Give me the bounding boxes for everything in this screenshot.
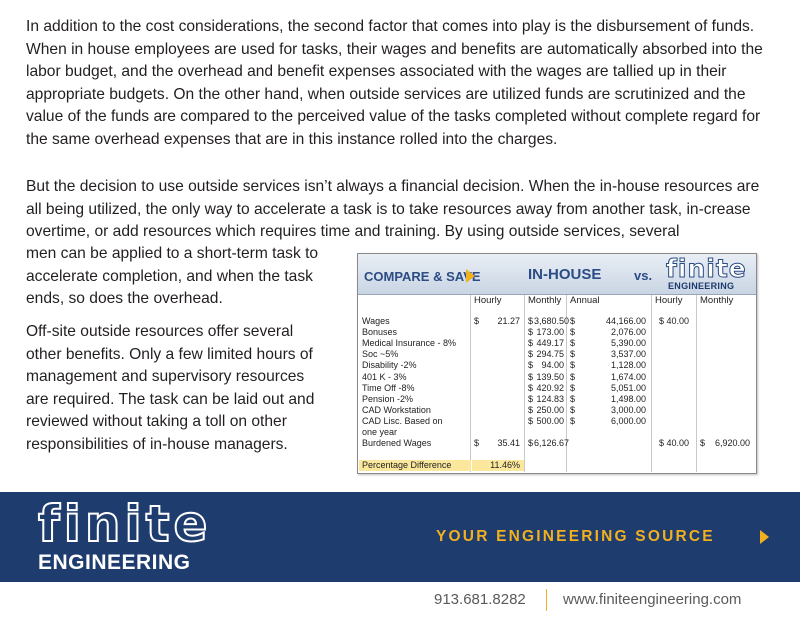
dollar-sign: $ — [528, 316, 534, 326]
annual-value: 6,000.00 — [610, 415, 646, 426]
paragraph-offsite-benefits: Off-site outside resources offer several other benefits. Only a few limited hours of management and supervisory resources are required. The task can be laid out and reviewed without taking a toll on other responsibilities of in-house managers. — [26, 323, 315, 453]
burdened-hourly: 35.41 — [497, 438, 520, 448]
dollar-sign: $ — [700, 438, 706, 448]
row-label: Burdened Wages — [362, 438, 432, 448]
dollar-sign: $ — [570, 371, 576, 382]
phone-number: 913.681.8282 — [434, 591, 526, 608]
monthly-value: 449.17 — [536, 338, 564, 349]
row-label: Medical Insurance - 8% — [362, 338, 457, 349]
row-label: Soc ~5% — [362, 349, 399, 360]
monthly-value: 124.83 — [536, 393, 564, 404]
annual-value: 3,000.00 — [610, 404, 646, 415]
dollar-sign: $ — [528, 393, 534, 404]
footer-banner — [0, 492, 800, 582]
dollar-sign: $ — [528, 349, 534, 360]
hourly-value: 21.27 — [497, 316, 520, 326]
burdened-monthly: 6,126.67 — [534, 438, 570, 448]
finite-logo-small — [664, 254, 750, 291]
row-label: one year — [362, 427, 398, 437]
row-label: CAD Lisc. Based on — [362, 415, 443, 426]
dollar-sign: $ — [570, 393, 576, 404]
monthly-value: 94.00 — [541, 360, 564, 371]
divider — [546, 589, 547, 611]
dollar-sign: $ — [570, 338, 576, 349]
table-row — [358, 349, 756, 360]
monthly-value: 3,680.50 — [534, 316, 570, 326]
dollar-sign: $ — [528, 371, 534, 382]
row-label: Disability -2% — [362, 360, 417, 371]
header-finite-hourly: Hourly — [655, 295, 683, 306]
dollar-sign: $ — [570, 404, 576, 415]
engineering-logo-text: ENGINEERING — [38, 551, 191, 574]
finite-hourly-value: $ 40.00 — [659, 316, 690, 326]
burdened-finite-hourly: $ 40.00 — [659, 438, 690, 448]
table-row-burdened — [358, 438, 756, 449]
vs-label: vs. — [634, 268, 653, 283]
row-label: 401 K - 3% — [362, 371, 407, 382]
burdened-finite-monthly: 6,920.00 — [714, 438, 750, 448]
annual-value: 1,128.00 — [610, 360, 646, 371]
table-row — [358, 416, 756, 427]
paragraph-decision: But the decision to use outside services isn’t always a financial decision. When the in-house resources are all being utilized, the only way to accelerate a task is to take resources away from another task, in-crease overtime, or add resources which requires time and training. By using outside services, several — [26, 178, 760, 240]
comparison-header — [358, 254, 756, 295]
dollar-sign: $ — [474, 316, 480, 326]
monthly-value: 173.00 — [536, 327, 564, 338]
dollar-sign: $ — [570, 349, 576, 360]
annual-value: 5,051.00 — [610, 382, 646, 393]
table-row — [358, 427, 756, 438]
dollar-sign: $ — [528, 338, 534, 349]
table-row — [358, 316, 756, 327]
annual-value: 1,674.00 — [610, 371, 646, 382]
table-row — [358, 327, 756, 338]
dollar-sign: $ — [528, 404, 534, 415]
header-annual: Annual — [570, 295, 600, 306]
header-hourly: Hourly — [474, 295, 502, 306]
website-link[interactable]: www.finiteengineering.com — [563, 591, 742, 608]
annual-value: 3,537.00 — [610, 349, 646, 360]
dollar-sign: $ — [570, 382, 576, 393]
comparison-table — [357, 253, 757, 474]
annual-value: 44,166.00 — [605, 316, 646, 326]
paragraph-continued: men can be applied to a short-term task to accelerate completion, and when the task ends, so does the overhead. — [26, 245, 319, 307]
monthly-value: 500.00 — [536, 415, 564, 426]
table-row — [358, 338, 756, 349]
header-monthly: Monthly — [528, 295, 562, 306]
dollar-sign: $ — [528, 327, 534, 338]
dollar-sign: $ — [474, 438, 480, 448]
dollar-sign: $ — [528, 382, 534, 393]
dollar-sign: $ — [570, 360, 576, 371]
table-row — [358, 360, 756, 371]
row-label: Time Off -8% — [362, 382, 415, 393]
dollar-sign: $ — [528, 360, 534, 371]
tagline: YOUR ENGINEERING SOURCE — [436, 528, 715, 545]
dollar-sign: $ — [570, 316, 576, 326]
annual-value: 5,390.00 — [610, 338, 646, 349]
arrow-right-icon — [466, 269, 475, 283]
row-label: Pension -2% — [362, 393, 414, 404]
table-row — [358, 405, 756, 416]
contact-bar — [0, 582, 800, 618]
dollar-sign: $ — [528, 438, 534, 448]
row-label: CAD Workstation — [362, 404, 431, 415]
logo-finite-text: finite — [666, 254, 747, 283]
monthly-value: 420.92 — [536, 382, 564, 393]
compare-title: COMPARE & SAVE — [364, 269, 481, 284]
percentage-difference-value: 11.46% — [472, 460, 524, 471]
annual-value: 2,076.00 — [610, 327, 646, 338]
header-finite-monthly: Monthly — [700, 295, 734, 306]
monthly-value: 294.75 — [536, 349, 564, 360]
table-row — [358, 394, 756, 405]
dollar-sign: $ — [528, 415, 534, 426]
logo-engineering-text: ENGINEERING — [668, 281, 735, 291]
arrow-right-icon — [760, 530, 769, 544]
row-label: Bonuses — [362, 327, 398, 338]
monthly-value: 139.50 — [536, 371, 564, 382]
row-label: Wages — [362, 316, 390, 326]
annual-value: 1,498.00 — [610, 393, 646, 404]
percentage-difference-label: Percentage Difference — [359, 460, 471, 471]
inhouse-label: IN-HOUSE — [528, 266, 602, 283]
finite-logo: finite — [38, 495, 212, 553]
dollar-sign: $ — [570, 327, 576, 338]
monthly-value: 250.00 — [536, 404, 564, 415]
table-row — [358, 372, 756, 383]
dollar-sign: $ — [570, 415, 576, 426]
table-row — [358, 383, 756, 394]
paragraph-disbursement: In addition to the cost considerations, the second factor that comes into play is the disbursement of funds. When in house employees are used for tasks, their wages and benefits are automatically absorbed into the labor budget, and the overhead and benefit expenses associated with the wages are tallied up in their appropriate budgets. On the other hand, when outside services are utilized funds are scrutinized and the value of the funds are compared to the perceived value of the tasks completed without complete regard for the same overhead expenses that are in this instance rolled into the charges. — [26, 18, 763, 148]
